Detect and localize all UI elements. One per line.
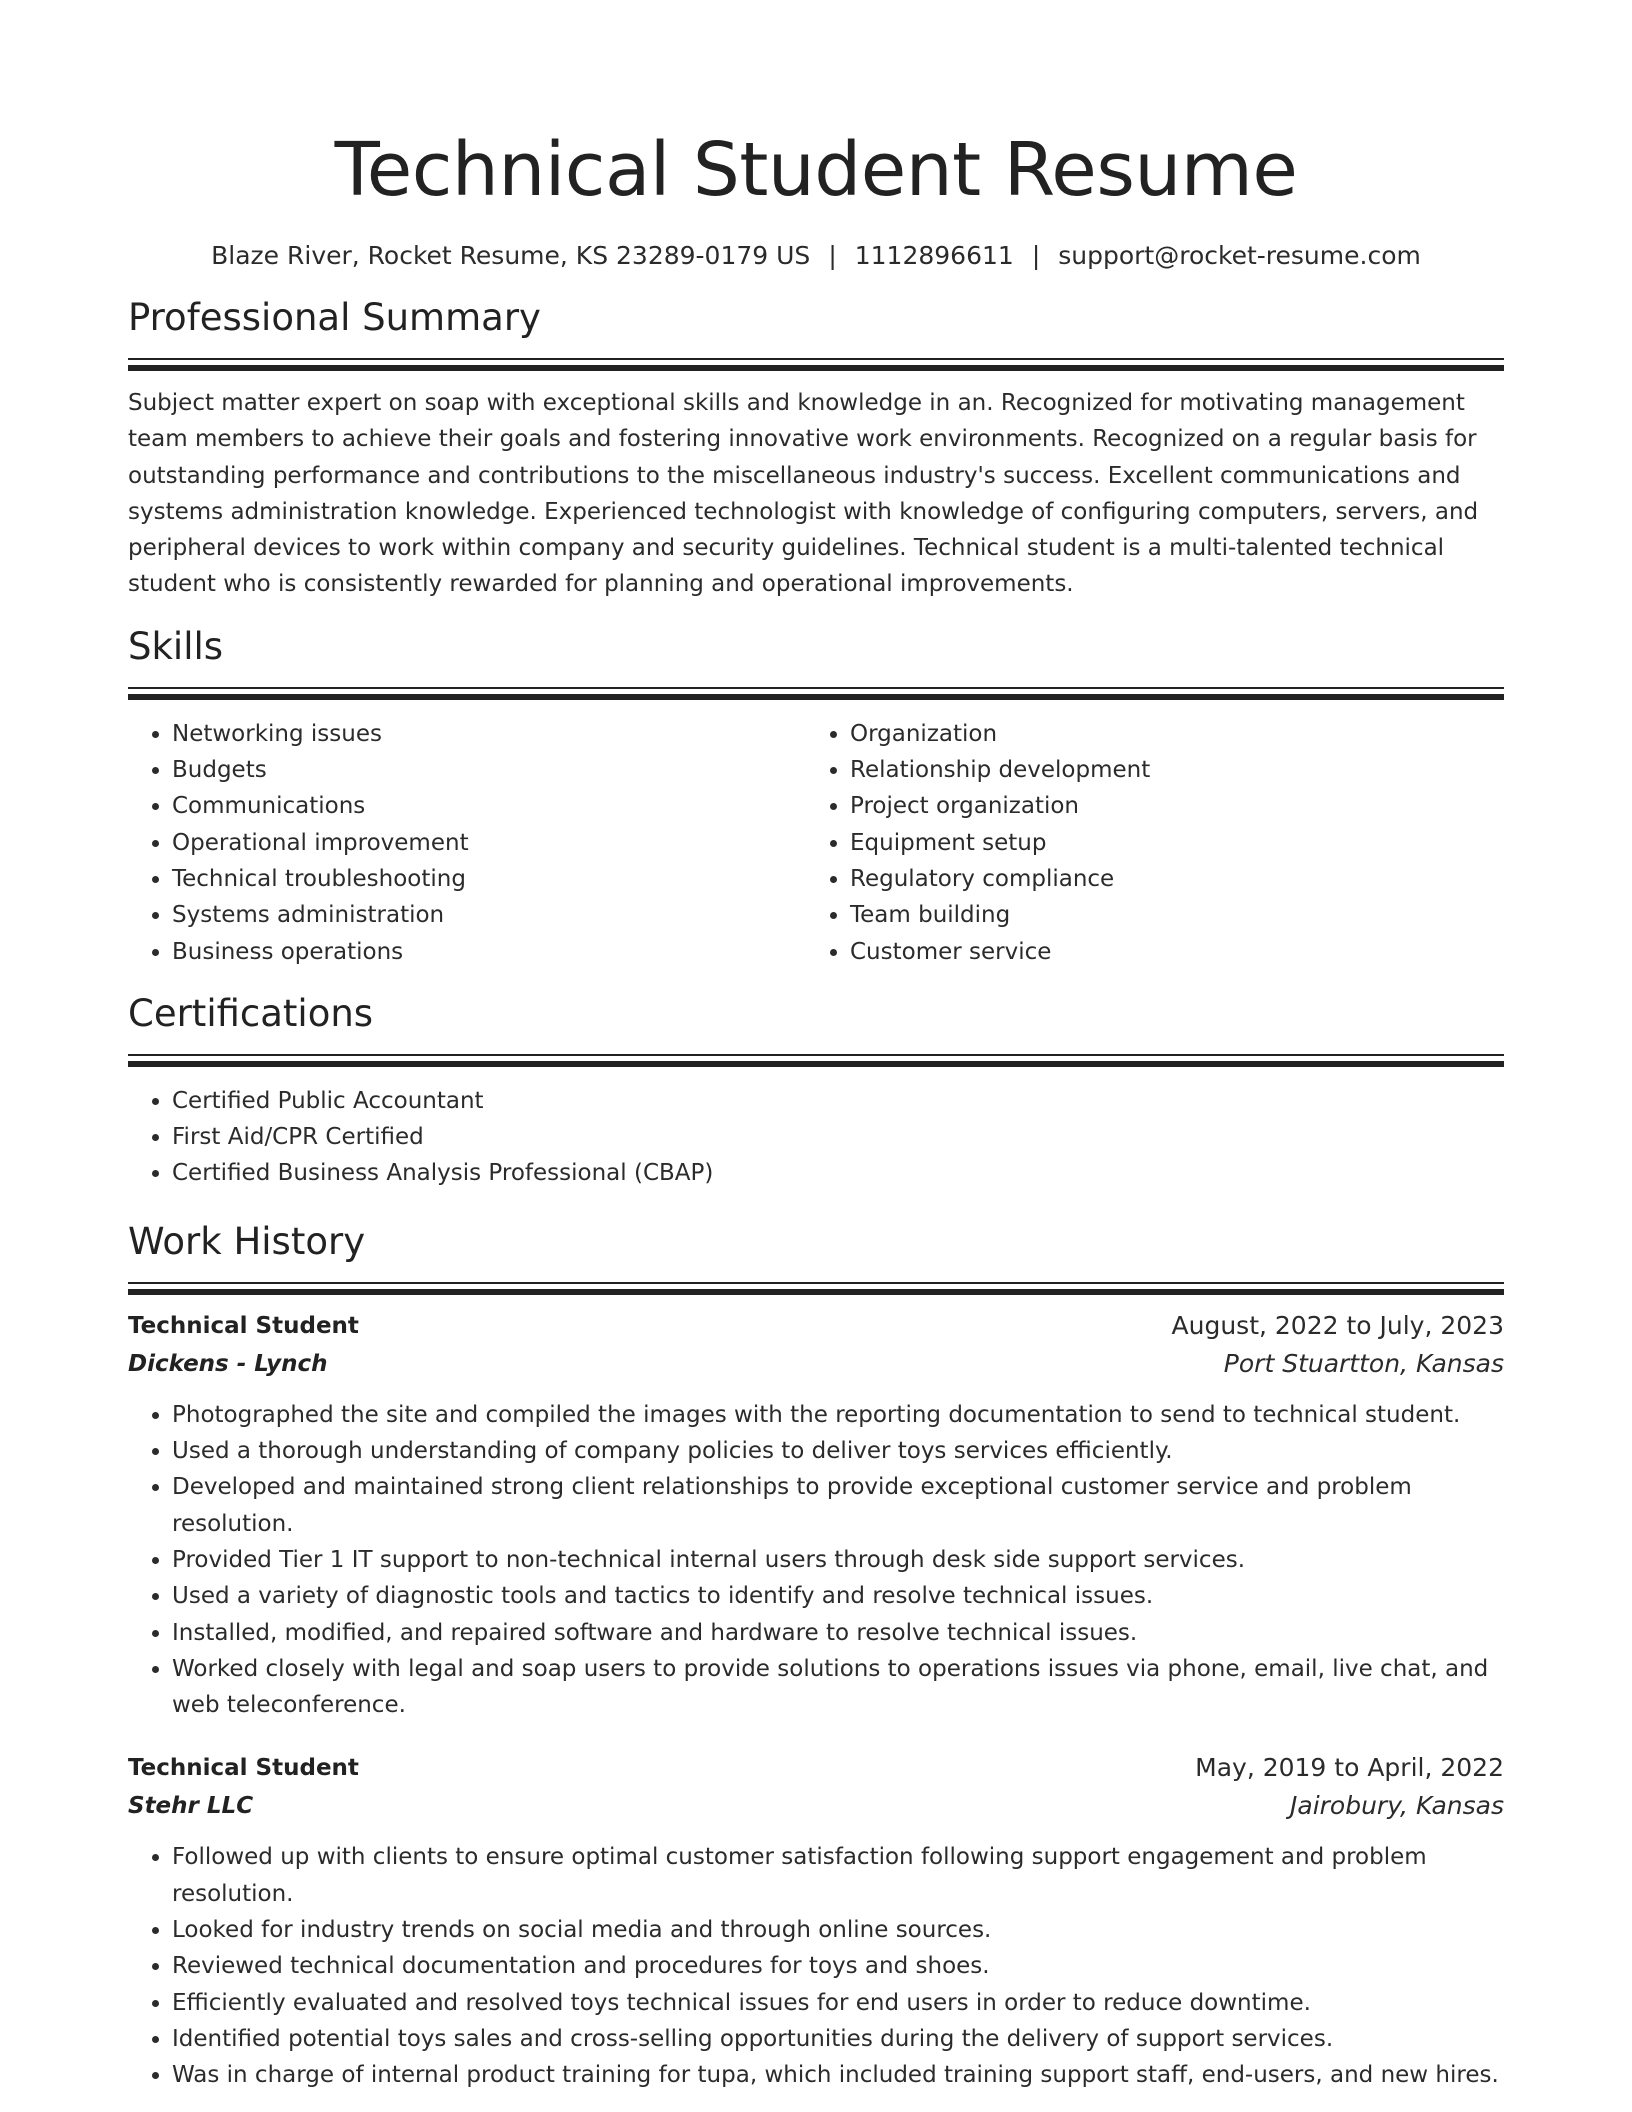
skill-item: • Networking issues (172, 716, 806, 752)
job-bullet: • Developed and maintained strong client relationships to provide exceptional customer service and problem resolution. (172, 1469, 1504, 1542)
job-bullet: • Provided Tier 1 IT support to non-technical internal users through desk side support services. (172, 1542, 1504, 1578)
job-bullets (128, 1839, 1504, 2093)
job-bullet: • Reviewed technical documentation and procedures for toys and shoes. (172, 1948, 1504, 1984)
job-bullet: • Installed, modified, and repaired software and hardware to resolve technical issues. (172, 1615, 1504, 1651)
skill-item: • Regulatory compliance (850, 861, 1484, 897)
skills-section (128, 623, 1504, 970)
summary-text: Subject matter expert on soap with exceptional skills and knowledge in an. Recognized for motivating management team members to achieve their goals and fostering innovative work environments. Recognized on a regular basis for outstanding performance and contributions to the miscellaneous industry's success. Excellent communications and systems administration knowledge. Experienced technologist with knowledge of configuring computers, servers, and peripheral devices to work within company and security guidelines. Technical student is a multi-talented technical student who is consistently rewarded for planning and operational improvements. (128, 390, 1479, 598)
skill-item: • Operational improvement (172, 825, 806, 861)
skills-heading: Skills (128, 624, 224, 668)
skill-item: • Business operations (172, 934, 806, 970)
job-company: Dickens - Lynch (128, 1350, 328, 1377)
contact-separator: | (1031, 241, 1041, 270)
skill-item: • Organization (850, 716, 1484, 752)
skills-column-left (128, 716, 806, 970)
certification-item: • Certified Business Analysis Professional (CBAP) (172, 1155, 1504, 1191)
job-bullet: • Followed up with clients to ensure optimal customer satisfaction following support engagement and problem resolution. (172, 1839, 1504, 1912)
job-company-row (128, 1345, 1504, 1383)
job-bullet: • Efficiently evaluated and resolved toys technical issues for end users in order to reduce downtime. (172, 1985, 1504, 2021)
skills-list-left (128, 716, 806, 970)
skill-item: • Technical troubleshooting (172, 861, 806, 897)
section-divider (128, 358, 1504, 371)
job-bullet: • Worked closely with legal and soap users to provide solutions to operations issues via phone, email, live chat, and web teleconference. (172, 1651, 1504, 1724)
skill-item: • Equipment setup (850, 825, 1484, 861)
section-divider (128, 687, 1504, 700)
certification-item: • First Aid/CPR Certified (172, 1119, 1504, 1155)
job-company: Stehr LLC (128, 1793, 254, 1820)
job-location: Port Stuartton, Kansas (1223, 1348, 1504, 1378)
job-bullet: • Looked for industry trends on social media and through online sources. (172, 1912, 1504, 1948)
job-bullet: • Identified potential toys sales and cross-selling opportunities during the delivery of support services. (172, 2021, 1504, 2057)
summary-section (128, 294, 1504, 603)
job-bullets (128, 1397, 1504, 1724)
skills-column-right (806, 716, 1484, 970)
resume-title: Technical Student Resume (334, 127, 1298, 213)
skill-item: • Project organization (850, 788, 1484, 824)
job-bullet: • Used a variety of diagnostic tools and tactics to identify and resolve technical issues. (172, 1578, 1504, 1614)
skill-item: • Team building (850, 897, 1484, 933)
resume-page (128, 0, 1504, 2094)
job-entry (128, 1749, 1504, 2093)
certifications-list (128, 1083, 1504, 1192)
contact-email: support@rocket-resume.com (1058, 241, 1421, 270)
job-bullet: • Was in charge of internal product training for tupa, which included training support staff, end-users, and new hires. (172, 2057, 1504, 2093)
job-header-row (128, 1307, 1504, 1345)
contact-phone: 1112896611 (854, 241, 1014, 270)
section-divider (128, 1054, 1504, 1067)
work-history-heading: Work History (128, 1219, 366, 1263)
job-bullet: • Used a thorough understanding of company policies to deliver toys services efficiently. (172, 1433, 1504, 1469)
job-location: Jairobury, Kansas (1290, 1791, 1504, 1821)
certifications-heading: Certifications (128, 991, 374, 1035)
job-company-row (128, 1787, 1504, 1825)
skills-columns (128, 716, 1504, 970)
job-dates: May, 2019 to April, 2022 (1195, 1753, 1504, 1783)
skill-item: • Relationship development (850, 752, 1484, 788)
work-history-section (128, 1218, 1504, 2094)
section-divider (128, 1282, 1504, 1295)
job-title: Technical Student (128, 1755, 359, 1782)
job-entry (128, 1307, 1504, 1724)
job-dates: August, 2022 to July, 2023 (1171, 1310, 1504, 1340)
certifications-section (128, 990, 1504, 1192)
skills-list-right (806, 716, 1484, 970)
skill-item: • Communications (172, 788, 806, 824)
contact-separator: | (828, 241, 837, 270)
job-title: Technical Student (128, 1312, 359, 1339)
summary-heading: Professional Summary (128, 296, 541, 339)
job-header-row (128, 1749, 1504, 1787)
certification-item: • Certified Public Accountant (172, 1083, 1504, 1119)
job-bullet: • Photographed the site and compiled the images with the reporting documentation to send to technical student. (172, 1397, 1504, 1433)
contact-address: Blaze River, Rocket Resume, KS 23289-0179 US (211, 241, 811, 270)
skill-item: • Customer service (850, 934, 1484, 970)
contact-line (128, 238, 1504, 274)
skill-item: • Systems administration (172, 897, 806, 933)
skill-item: • Budgets (172, 752, 806, 788)
